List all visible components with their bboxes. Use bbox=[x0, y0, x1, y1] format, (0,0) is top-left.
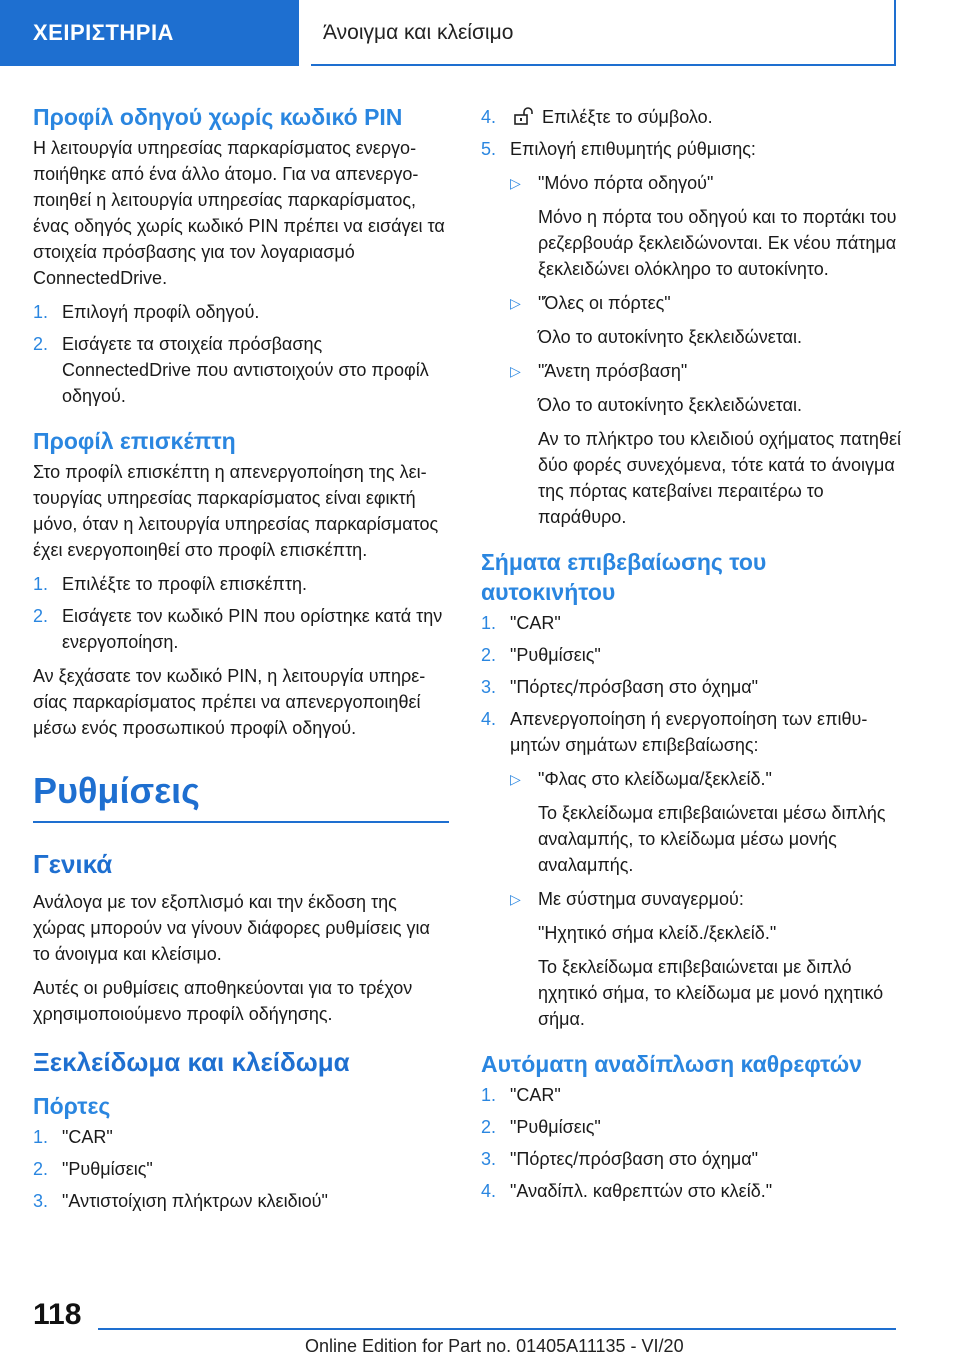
step-number: 4. bbox=[481, 107, 497, 127]
step-number: 1. bbox=[481, 1085, 497, 1105]
step-text: "Ρυθμίσεις" bbox=[510, 645, 601, 665]
option-label: "Μόνο πόρτα οδηγού" bbox=[538, 173, 714, 193]
page-number: 118 bbox=[33, 1298, 82, 1331]
doors-heading: Πόρτες bbox=[33, 1093, 111, 1119]
list-item bbox=[33, 1188, 449, 1214]
confirm-options bbox=[510, 766, 901, 1032]
step-number: 5. bbox=[481, 139, 497, 159]
option-description: Όλο το αυτοκίνητο ξεκλειδώνεται. bbox=[538, 327, 803, 347]
step-number: 2. bbox=[481, 645, 497, 665]
section-tab: ΧΕΙΡΙΣΤΗΡΙΑ bbox=[0, 0, 299, 66]
step-number: 3. bbox=[481, 677, 497, 697]
list-item bbox=[481, 706, 901, 758]
page-header bbox=[0, 0, 960, 66]
comfort-access-note: Αν το πλήκτρο του κλειδιού οχήματος πατηθεί δύο φορές συνεχόμενα, τότε κατά το άνοιγμα της πόρτας κατεβαίνει περαιτέρω το παράθυρο. bbox=[538, 429, 901, 527]
list-item bbox=[481, 610, 901, 636]
guest-paragraph: Στο προφίλ επισκέπτη η απενεργοποίηση της λειτουργίας υπηρεσίας παρκαρίσματος είναι εφικτή μόνο, όταν η λειτουργία υπηρεσίας παρκαρίσματος έχει ενεργοποιηθεί στο προφίλ επισκέπτη. bbox=[33, 462, 439, 560]
nopin-paragraph: Η λειτουργία υπηρεσίας παρκαρίσματος ενεργοποιήθηκε από ένα άλλο άτομο. Για να απενεργοποιηθεί η λειτουργία υπηρεσίας παρκαρίσματος, ένας οδηγός χωρίς κωδικό PIN πρέπει να εισάγει τα στοιχεία πρόσβασης για τον λογαριασμό ConnectedDrive. bbox=[33, 138, 445, 288]
alarm-note: Το ξεκλείδωμα επιβεβαιώνεται με διπλό ηχητικό σήμα, το κλείδωμα με μονό ηχητικό σήμα. bbox=[538, 957, 884, 1029]
step-text: Επιλογή προφίλ οδηγού. bbox=[62, 302, 260, 322]
nopin-heading: Προφίλ οδηγού χωρίς κωδικό PIN bbox=[33, 104, 403, 130]
step-text: Απενεργοποίηση ή ενεργοποίηση των επιθυμητών σημάτων επιβεβαίωσης: bbox=[510, 709, 868, 755]
triangle-bullet-icon: ▷ bbox=[510, 175, 521, 191]
step-text: "Πόρτες/πρόσβαση στο όχημα" bbox=[510, 677, 758, 697]
list-item bbox=[481, 642, 901, 668]
list-item bbox=[481, 104, 901, 130]
right-column bbox=[481, 98, 901, 1212]
option-item bbox=[510, 766, 901, 792]
unlock-lock-heading: Ξεκλείδωμα και κλείδωμα bbox=[33, 1047, 350, 1077]
list-item bbox=[481, 136, 901, 162]
step-number: 3. bbox=[33, 1191, 49, 1211]
option-label: "Άνετη πρόσβαση" bbox=[538, 361, 688, 381]
triangle-bullet-icon: ▷ bbox=[510, 363, 521, 379]
option-description: Όλο το αυτοκίνητο ξεκλειδώνεται. bbox=[538, 395, 803, 415]
step-text: "CAR" bbox=[510, 613, 561, 633]
step-text: "Αντιστοίχιση πλήκτρων κλειδιού" bbox=[62, 1191, 328, 1211]
option-label: "Φλας στο κλείδωμα/ξεκλείδ." bbox=[538, 769, 772, 789]
triangle-bullet-icon: ▷ bbox=[510, 891, 521, 907]
list-item bbox=[481, 1146, 901, 1172]
step-number: 4. bbox=[481, 709, 497, 729]
mirror-steps bbox=[481, 1082, 901, 1204]
step-text: "Αναδίπλ. καθρεπτών στο κλείδ." bbox=[510, 1181, 773, 1201]
list-item bbox=[33, 1124, 449, 1150]
mirror-fold-heading: Αυτόματη αναδίπλωση καθρεφτών bbox=[481, 1051, 862, 1077]
list-item bbox=[481, 1082, 901, 1108]
step-text: "CAR" bbox=[62, 1127, 113, 1147]
step-number: 1. bbox=[33, 1127, 49, 1147]
doors-steps bbox=[33, 1124, 449, 1214]
option-item bbox=[510, 358, 901, 384]
footer-divider bbox=[98, 1328, 896, 1330]
option-description: Το ξεκλείδωμα επιβεβαιώνεται μέσω διπλής αναλαμπής, το κλείδωμα μέσω μονής αναλαμπής. bbox=[538, 803, 886, 875]
option-item bbox=[510, 170, 901, 196]
step-number: 2. bbox=[33, 1159, 49, 1179]
list-item bbox=[33, 331, 449, 409]
nopin-steps bbox=[33, 299, 449, 409]
list-item bbox=[33, 603, 449, 655]
step-text: "Πόρτες/πρόσβαση στο όχημα" bbox=[510, 1149, 758, 1169]
list-item bbox=[481, 1114, 901, 1140]
edition-text: Online Edition for Part no. 01405A11135 - VI/20 bbox=[305, 1336, 684, 1356]
door-options bbox=[510, 170, 901, 530]
step-number: 1. bbox=[33, 574, 49, 594]
step-number: 4. bbox=[481, 1181, 497, 1201]
step-number: 1. bbox=[481, 613, 497, 633]
option-description: Μόνο η πόρτα του οδηγού και το πορτάκι του ρεζερβουάρ ξεκλειδώνονται. Εκ νέου πάτημα ξεκλειδώνει ολόκληρο το αυτοκίνητο. bbox=[538, 207, 897, 279]
guest-heading: Προφίλ επισκέπτη bbox=[33, 428, 236, 454]
step-text: Επιλογή επιθυμητής ρύθμισης: bbox=[510, 139, 756, 159]
settings-heading: Ρυθμίσεις bbox=[33, 767, 449, 823]
general-heading: Γενικά bbox=[33, 849, 113, 879]
step-number: 1. bbox=[33, 302, 49, 322]
step-text: "Ρυθμίσεις" bbox=[510, 1117, 601, 1137]
list-item bbox=[33, 299, 449, 325]
option-label: Με σύστημα συναγερμού: bbox=[538, 889, 744, 909]
confirm-signals-heading: Σήματα επιβεβαίωσης του αυτοκινήτου bbox=[481, 549, 767, 605]
page-footer bbox=[0, 1290, 960, 1362]
list-item bbox=[33, 1156, 449, 1182]
list-item bbox=[33, 571, 449, 597]
step-number: 2. bbox=[33, 334, 49, 354]
step-text: "Ρυθμίσεις" bbox=[62, 1159, 153, 1179]
triangle-bullet-icon: ▷ bbox=[510, 771, 521, 787]
step-text: Επιλέξτε το σύμβολο. bbox=[542, 107, 713, 127]
guest-note: Αν ξεχάσατε τον κωδικό PIN, η λειτουργία υπηρεσίας παρκαρίσματος πρέπει να απενεργοποιηθεί μέσω ενός προσωπικού προφίλ οδηγού. bbox=[33, 666, 426, 738]
step-number: 2. bbox=[33, 606, 49, 626]
list-item bbox=[481, 674, 901, 700]
general-paragraph-2: Αυτές οι ρυθμίσεις αποθηκεύονται για το τρέχον χρησιμοποιούμενο προφίλ οδήγησης. bbox=[33, 978, 413, 1024]
step-text: Επιλέξτε το προφίλ επισκέπτη. bbox=[62, 574, 307, 594]
step-text: "CAR" bbox=[510, 1085, 561, 1105]
option-item bbox=[510, 886, 901, 912]
guest-steps bbox=[33, 571, 449, 655]
step-number: 2. bbox=[481, 1117, 497, 1137]
list-item bbox=[481, 1178, 901, 1204]
triangle-bullet-icon: ▷ bbox=[510, 295, 521, 311]
chapter-title: Άνοιγμα και κλείσιμο bbox=[311, 0, 896, 66]
step-number: 3. bbox=[481, 1149, 497, 1169]
confirm-steps bbox=[481, 610, 901, 758]
step-text: Εισάγετε τα στοιχεία πρόσβασης ConnectedDrive που αντιστοιχούν στο προφίλ οδηγού. bbox=[62, 334, 429, 406]
step-text: Εισάγετε τον κωδικό PIN που ορίστηκε κατά την ενεργοποίηση. bbox=[62, 606, 443, 652]
option-description: "Ηχητικό σήμα κλείδ./ξεκλείδ." bbox=[538, 923, 777, 943]
option-label: "Όλες οι πόρτες" bbox=[538, 293, 671, 313]
option-item bbox=[510, 290, 901, 316]
doors-steps-continued bbox=[481, 104, 901, 162]
lock-icon bbox=[514, 107, 534, 125]
general-paragraph-1: Ανάλογα με τον εξοπλισμό και την έκδοση της χώρας μπορούν να γίνουν διάφορες ρυθμίσεις για το άνοιγμα και κλείσιμο. bbox=[33, 892, 430, 964]
left-column bbox=[33, 98, 449, 1222]
